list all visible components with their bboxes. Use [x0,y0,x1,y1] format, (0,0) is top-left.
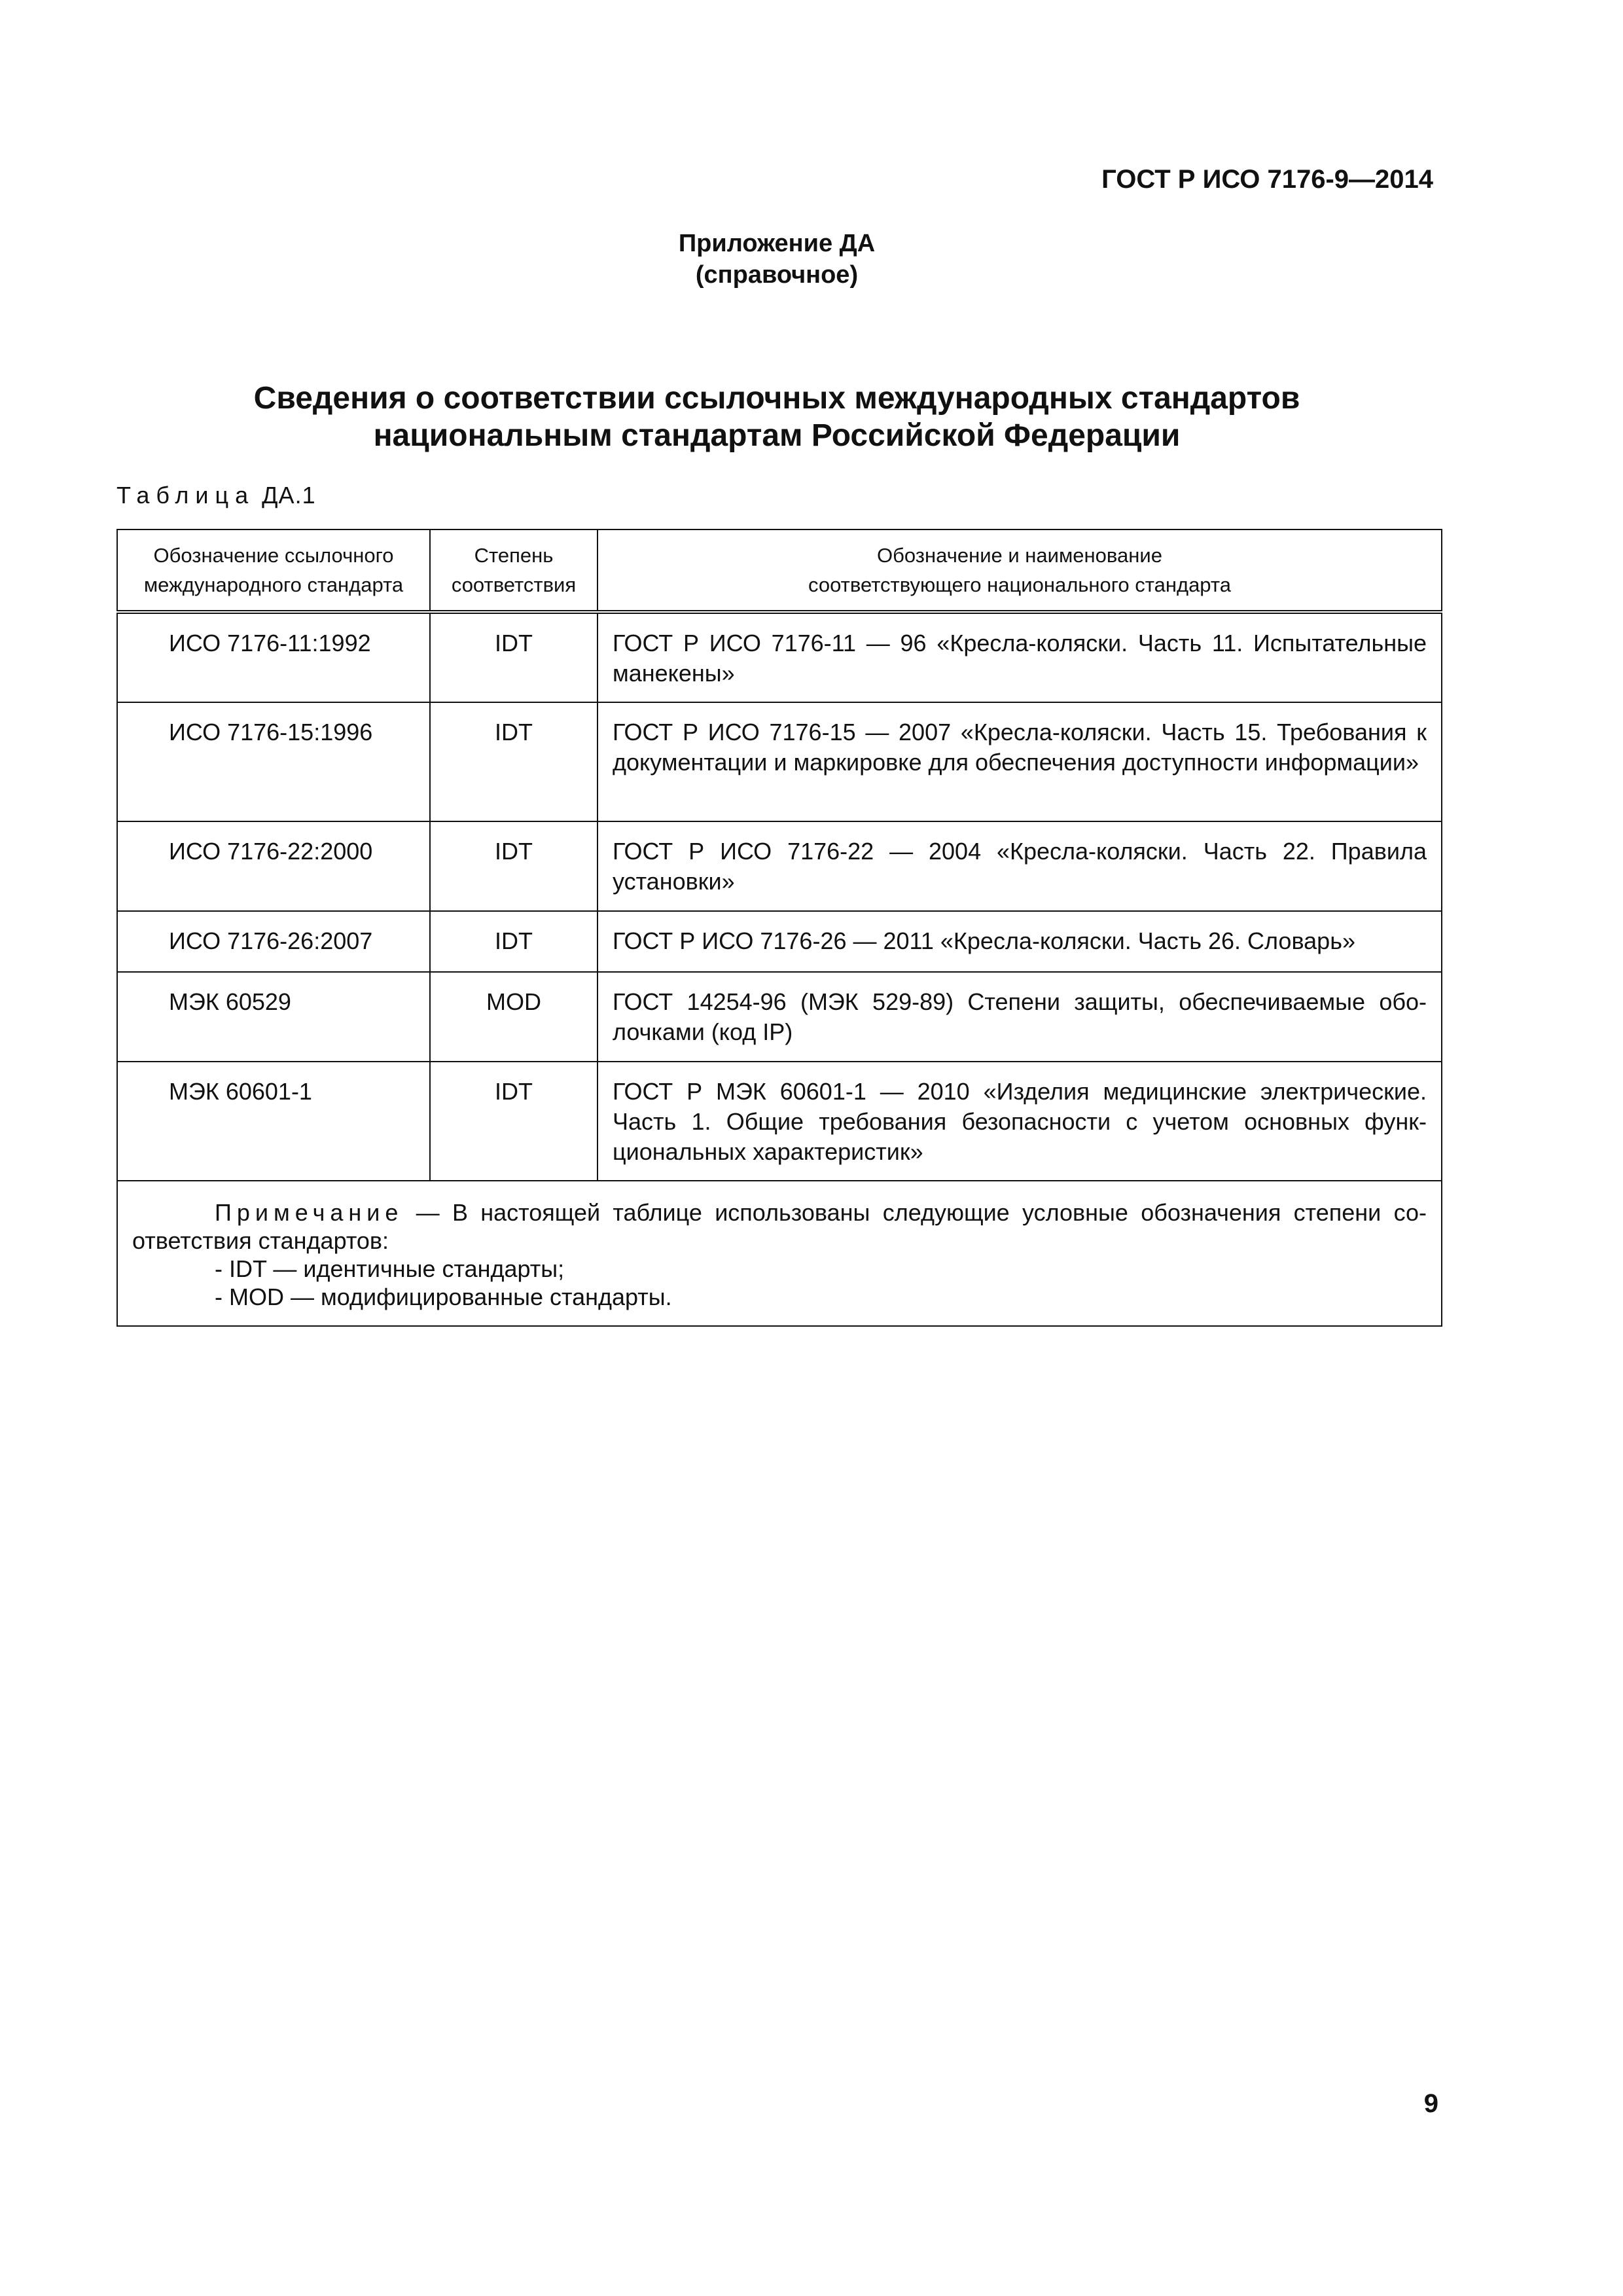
table-row [117,972,1442,1062]
column-header-degree-line1: Степень [474,544,554,567]
reference-standard-cell: ИСО 7176-26:2007 [117,911,430,972]
section-title-line2: национальным стандартам Российской Федерации [373,418,1181,453]
table-header-row [117,529,1442,612]
column-header-national-line1: Обозначение и наименование [877,544,1162,567]
degree-cell: IDT [430,821,597,911]
reference-standard-cell: ИСО 7176-22:2000 [117,821,430,911]
column-header-degree-line2: соответствия [451,573,577,596]
column-header-degree [430,529,597,612]
appendix-title: Приложение ДА [678,230,876,257]
degree-cell: MOD [430,972,597,1062]
national-standard-cell: ГОСТ Р ИСО 7176-11 — 96 «Кресла-коляски. Часть 11. Испытательные манекены» [597,612,1442,702]
column-header-reference-line2: международного стандарта [143,573,404,596]
note-item-idt: - IDT — идентичные стандарты; [215,1255,565,1282]
appendix-type: (справочное) [695,261,859,289]
degree-cell: IDT [430,911,597,972]
national-standard-cell: ГОСТ Р ИСО 7176-26 — 2011 «Кресла-коляски. Часть 26. Словарь» [597,911,1442,972]
page-number: 9 [1423,2089,1438,2118]
degree-cell: IDT [430,1062,597,1181]
column-header-national-line2: соответствующего национального стандарта [808,573,1231,596]
document-code: ГОСТ Р ИСО 7176-9—2014 [1101,165,1433,194]
note-item-mod: - MOD — модифицированные стандарты. [215,1283,672,1310]
national-standard-cell: ГОСТ Р ИСО 7176-15 — 2007 «Кресла-коляски. Часть 15. Требования к документации и маркировке для обеспечения доступности информации» [597,702,1442,821]
note-text: — В настоящей таблице использованы следующие условные обозначения степени соответствия стандартов: [132,1199,1427,1254]
reference-standard-cell: ИСО 7176-15:1996 [117,702,430,821]
correspondence-table [116,529,1442,1327]
section-title [0,380,1554,454]
column-header-reference [117,529,430,612]
table-note-row [117,1181,1442,1326]
section-title-line1: Сведения о соответствии ссылочных международных стандартов [253,381,1300,416]
table-caption-number: ДА.1 [262,482,316,509]
table-row [117,1062,1442,1181]
column-header-national [597,529,1442,612]
table-row [117,612,1442,702]
reference-standard-cell: ИСО 7176-11:1992 [117,612,430,702]
national-standard-cell: ГОСТ 14254-96 (МЭК 529-89) Степени защиты, обеспечиваемые оболочками (код IP) [597,972,1442,1062]
national-standard-cell: ГОСТ Р МЭК 60601-1 — 2010 «Изделия медицинские электрические. Часть 1. Общие требования безопасности с учетом основных функциональных характеристик» [597,1062,1442,1181]
table-row [117,821,1442,911]
appendix-heading [0,228,1554,291]
table-caption [116,482,316,509]
reference-standard-cell: МЭК 60601-1 [117,1062,430,1181]
table-row [117,911,1442,972]
note-label: Примечание [215,1199,404,1226]
column-header-reference-line1: Обозначение ссылочного [153,544,394,567]
degree-cell: IDT [430,612,597,702]
reference-standard-cell: МЭК 60529 [117,972,430,1062]
degree-cell: IDT [430,702,597,821]
table-caption-word: Таблица [116,482,255,509]
national-standard-cell: ГОСТ Р ИСО 7176-22 — 2004 «Кресла-коляски. Часть 22. Правила установки» [597,821,1442,911]
note-intro [132,1198,1427,1255]
table-row [117,702,1442,821]
table-note [117,1181,1442,1326]
